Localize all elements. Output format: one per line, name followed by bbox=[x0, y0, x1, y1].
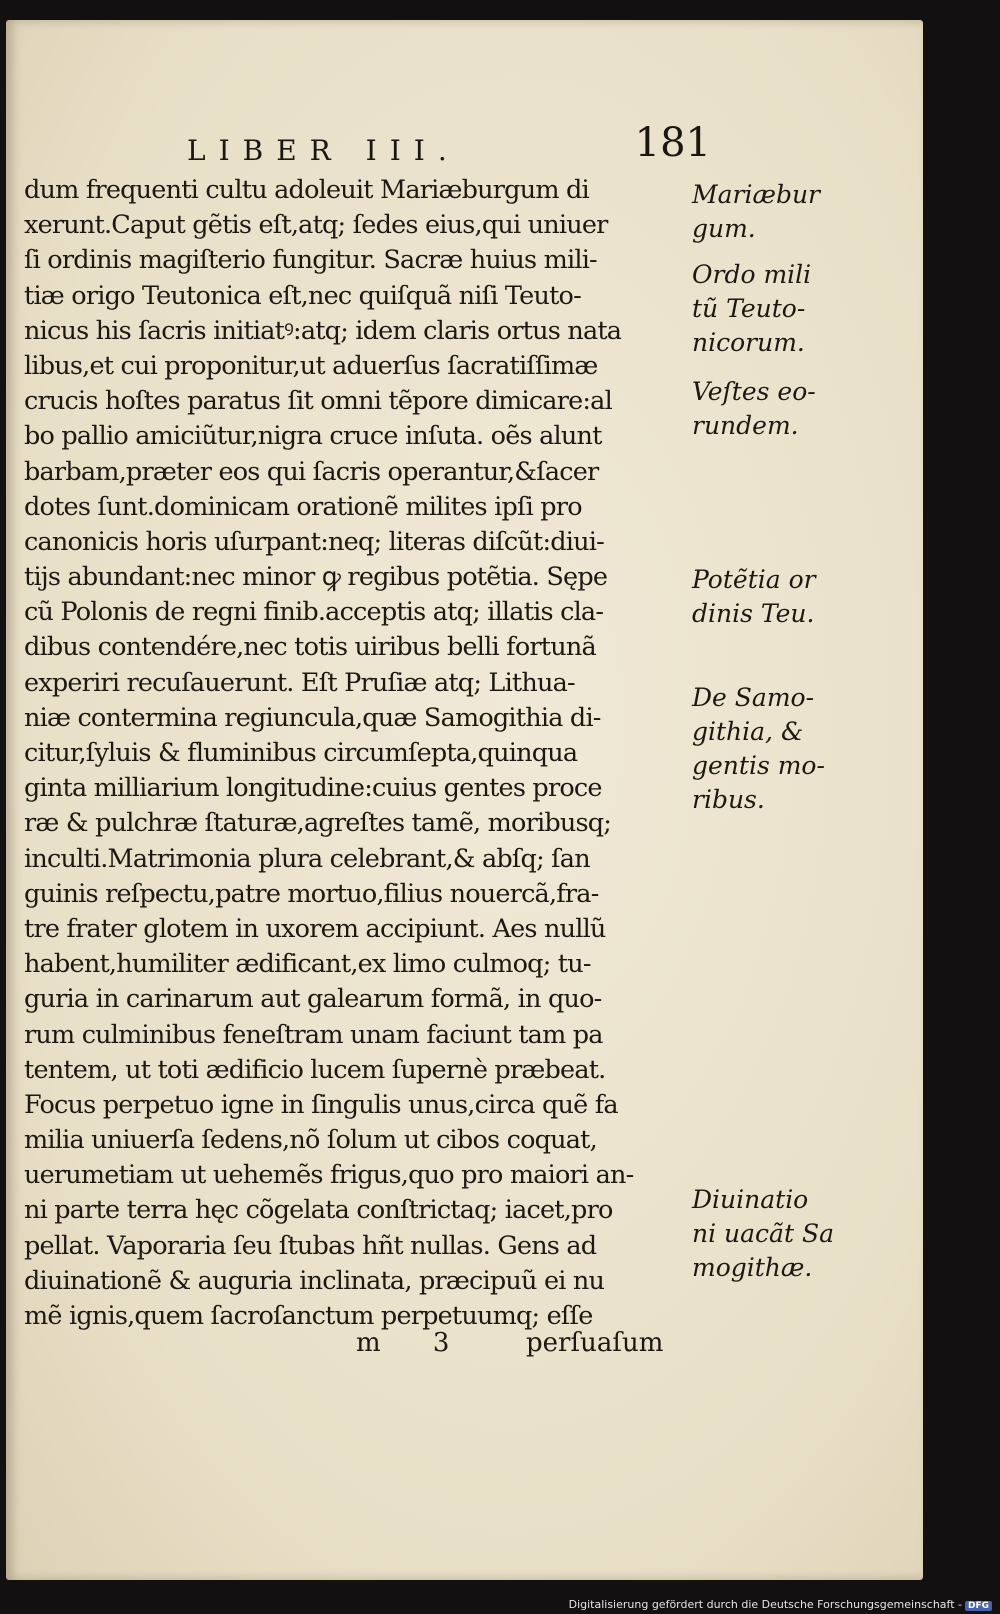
credit-text: Digitalisierung gefördert durch die Deutsche Forschungsgemeinschaft - bbox=[568, 1598, 962, 1611]
marginal-note bbox=[692, 563, 816, 631]
marginal-note-line: Veſtes eo- bbox=[692, 377, 816, 406]
marginal-note bbox=[692, 375, 816, 443]
text-line: inculti.Matrimonia plura celebrant,& abſq; ſan bbox=[24, 843, 590, 874]
text-line: experiri recuſauerunt. Eſt Pruſiæ atq; Lithua- bbox=[24, 667, 575, 698]
text-line: tiæ origo Teutonica eſt,nec quiſquã niſi Teuto- bbox=[24, 280, 581, 311]
text-line: barbam,præter eos qui ſacris operantur,&ſacer bbox=[24, 456, 599, 487]
text-line: guinis reſpectu,patre mortuo,filius nouercã,fra- bbox=[24, 878, 599, 909]
book-page bbox=[6, 20, 923, 1580]
text-line: Focus perpetuo igne in ſingulis unus,circa quẽ fa bbox=[24, 1089, 618, 1120]
text-line: dum frequenti cultu adoleuit Mariæburgum di bbox=[24, 175, 589, 205]
text-line: niæ contermina regiuncula,quæ Samogithia di- bbox=[24, 702, 601, 733]
marginal-note-line: githia, & bbox=[692, 717, 804, 746]
marginal-note-line: Mariæbur bbox=[692, 180, 821, 209]
marginal-note bbox=[692, 681, 825, 817]
text-line: nicus his ſacris initiatꝰ:atq; idem claris ortus nata bbox=[24, 315, 622, 346]
dfg-badge: DFG bbox=[965, 1601, 992, 1611]
digitization-credit bbox=[569, 1598, 992, 1611]
catchline bbox=[6, 1328, 923, 1368]
text-line: habent,humiliter ædificant,ex limo culmoq; tu- bbox=[24, 949, 591, 980]
marginal-note-line: De Samo- bbox=[692, 683, 815, 712]
marginal-note-line: tũ Teuto- bbox=[692, 294, 806, 323]
text-line: uerumetiam ut uehemẽs frigus,quo pro maiori an- bbox=[24, 1160, 634, 1191]
text-line: bo pallio amiciũtur,nigra cruce inſuta. oẽs alunt bbox=[24, 421, 602, 452]
text-line: cũ Polonis de regni finib.acceptis atq; illatis cla- bbox=[24, 597, 604, 628]
marginal-note-line: mogithæ. bbox=[692, 1253, 813, 1282]
text-line: rum culminibus feneſtram unam faciunt tam pa bbox=[24, 1019, 603, 1050]
text-line: pellat. Vaporaria ſeu ſtubas hñt nullas. Gens ad bbox=[24, 1230, 597, 1261]
signature-mark: m 3 bbox=[356, 1328, 472, 1358]
text-line: tre frater glotem in uxorem accipiunt. Aes nullũ bbox=[24, 913, 606, 944]
text-line: mẽ ignis,quem ſacroſanctum perpetuumq; eſſe bbox=[24, 1301, 593, 1331]
text-line: xerunt.Caput gẽtis eſt,atq; ſedes eius,qui uniuer bbox=[24, 210, 608, 241]
marginal-note bbox=[692, 178, 820, 246]
text-line: diuinationẽ & auguria inclinata, præcipuũ ei nu bbox=[24, 1265, 605, 1296]
text-line: tijs abundant:nec minor ꝙ regibus potẽtia. Sępe bbox=[24, 562, 608, 593]
text-line: milia uniuerſa ſedens,nõ ſolum ut cibos coquat, bbox=[24, 1125, 597, 1156]
marginal-note-line: Diuinatio bbox=[692, 1185, 809, 1214]
marginal-note-line: rundem. bbox=[692, 411, 799, 440]
marginal-note-line: dinis Teu. bbox=[692, 599, 815, 628]
text-line: ni parte terra hęc cõgelata conſtrictaq; iacet,pro bbox=[24, 1195, 613, 1226]
text-line: ginta milliarium longitudine:cuius gentes proce bbox=[24, 773, 602, 804]
marginal-note-line: Ordo mili bbox=[692, 260, 812, 289]
text-line: ræ & pulchræ ſtaturæ,agreſtes tamẽ, moribusq; bbox=[24, 808, 612, 839]
marginal-note-line: gum. bbox=[692, 214, 756, 243]
text-line: dibus contendére,nec totis uiribus belli fortunã bbox=[24, 632, 596, 663]
marginal-note-line: ni uacãt Sa bbox=[692, 1219, 834, 1248]
marginal-note-line: ribus. bbox=[692, 785, 765, 814]
text-line: guria in carinarum aut galearum formã, in quo- bbox=[24, 984, 602, 1015]
page-number: 181 bbox=[634, 120, 711, 166]
running-head-title: LIBER III. bbox=[187, 134, 460, 167]
text-line: crucis hoſtes paratus ſit omni tẽpore dimicare:al bbox=[24, 386, 612, 417]
marginal-note-line: nicorum. bbox=[692, 328, 805, 357]
text-line: dotes ſunt.dominicam orationẽ milites ipſi pro bbox=[24, 491, 582, 522]
text-line: citur,ſyluis & fluminibus circumſepta,quinqua bbox=[24, 738, 578, 768]
text-line: libus,et cui proponitur,ut aduerſus ſacratiſſimæ bbox=[24, 350, 598, 381]
marginal-note-line: Potẽtia or bbox=[692, 565, 816, 594]
marginal-note bbox=[692, 258, 811, 360]
marginal-note bbox=[692, 1183, 834, 1285]
marginal-note-line: gentis mo- bbox=[692, 751, 825, 780]
text-line: tentem, ut toti ædificio lucem ſupernè præbeat. bbox=[24, 1054, 606, 1085]
text-line: canonicis horis uſurpant:neq; literas diſcũt:diui- bbox=[24, 526, 604, 557]
text-line: ſi ordinis magiſterio fungitur. Sacræ huius mili- bbox=[24, 245, 597, 276]
catchword: perſuaſum bbox=[526, 1328, 664, 1358]
